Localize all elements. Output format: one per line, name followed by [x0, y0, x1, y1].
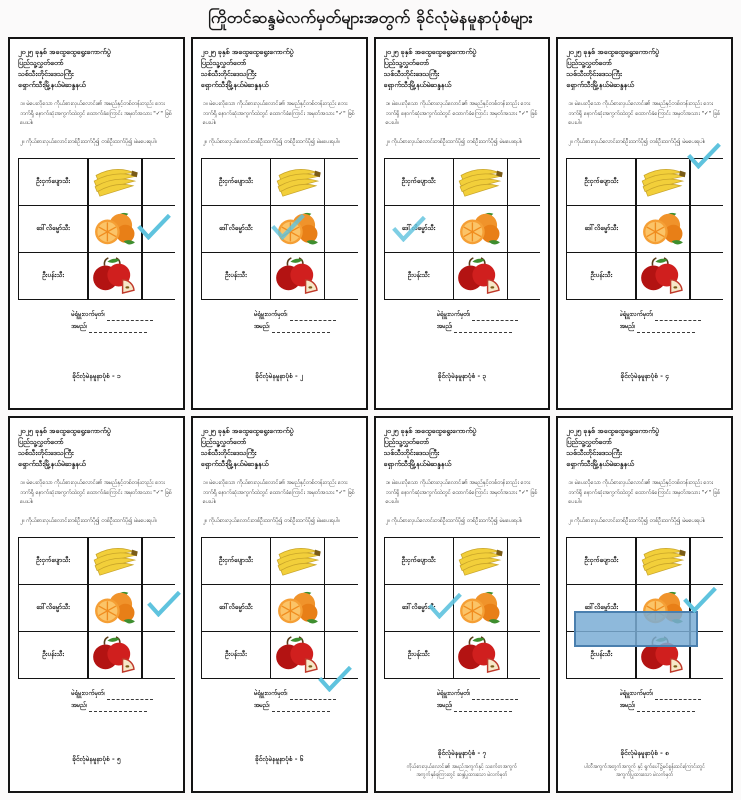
region-line: သစ်သီးတိုင်းဒေသကြီး	[566, 70, 622, 78]
instruction-2: ၂။ ကိုယ်စားလှယ်လောင်းတစ်ဦးထက်ပို၍ တစ်ဦးထက်ပို၍ မဲမပေးရပါ။	[20, 518, 157, 524]
ballot-sample-card	[8, 37, 185, 410]
election-header	[18, 426, 175, 471]
symbol-cell-banana	[89, 538, 142, 584]
ballot-table-wrap	[384, 158, 541, 300]
ink-rectangle	[574, 611, 698, 647]
election-header	[201, 426, 358, 471]
candidate-name-apple: ဦးပန်းသီး	[385, 253, 453, 299]
officer-name-line	[272, 704, 330, 712]
card-note	[384, 763, 541, 779]
candidate-name-orange: ဒေါ်လိမ္မော်သီး	[202, 585, 270, 631]
officer-name-label: အမည်၊	[436, 701, 453, 709]
symbol-cell-banana	[454, 538, 507, 584]
banana-image	[639, 164, 687, 200]
symbol-cell-apple	[454, 253, 507, 299]
banana-image	[274, 543, 322, 579]
mark-cell-apple	[691, 253, 725, 299]
mark-cell-apple	[508, 632, 542, 678]
officer-name-label: အမည်၊	[71, 701, 87, 709]
signature-block	[201, 688, 358, 712]
officer-name-row	[71, 700, 174, 712]
officer-signature-row	[254, 309, 357, 321]
ballot-table-wrap	[18, 537, 175, 679]
election-year-line: ၂၀၂၅ ခုနှစ် အထွေထွေရွေးကောက်ပွဲ	[200, 427, 294, 435]
banana-image	[91, 164, 139, 200]
symbol-cell-apple	[454, 632, 507, 678]
ballot-table-wrap	[384, 537, 541, 679]
candidate-name-orange: ဒေါ်လိမ္မော်သီး	[202, 206, 270, 252]
mark-cell-apple	[325, 253, 359, 299]
region-line: သစ်သီးတိုင်းဒေသကြီး	[566, 449, 622, 457]
symbol-cell-orange	[637, 206, 690, 252]
mark-cell-apple	[508, 253, 542, 299]
signature-block	[384, 688, 541, 712]
ballot-table	[18, 537, 175, 679]
officer-signature-row	[437, 309, 540, 321]
ballot-table	[384, 158, 541, 300]
officer-name-line	[89, 325, 147, 333]
banana-image	[456, 164, 504, 200]
candidate-name-banana: ဦးငှက်ပျောသီး	[567, 159, 635, 205]
officer-name-line	[272, 325, 330, 333]
election-year-line: ၂၀၂၅ ခုနှစ် အထွေထွေရွေးကောက်ပွဲ	[383, 427, 477, 435]
sample-number-label: ခိုင်လုံမဲနမူနာပုံစံ - ၇	[437, 749, 487, 757]
officer-signature-label: မဲရုံမှူးလက်မှတ်၊	[619, 689, 654, 697]
instruction-1: ၁။ မဲပေးလိုသော ကိုယ်စားလှယ်လောင်း၏ အမည်နှင့်တစ်တန်းတည်း ဘေးဘက်ရှိ နောက်ဆုံးအကွက်ထဲတွင် ထောက်ခံကြောင်း အမှတ်အသား "✓" ခြစ်ပေးပါ။	[568, 101, 721, 126]
constituency-line: ရှောက်သီးမြို့နယ်မဲဆန္ဒနယ်	[200, 81, 269, 89]
candidate-name-banana: ဦးငှက်ပျောသီး	[385, 159, 453, 205]
region-line: သစ်သီးတိုင်းဒေသကြီး	[18, 70, 74, 78]
mark-cell-banana	[508, 159, 542, 205]
officer-name-label: အမည်၊	[254, 701, 270, 709]
ballot-table	[566, 158, 723, 300]
officer-signature-row	[620, 309, 723, 321]
mark-cell-orange	[508, 585, 542, 631]
instruction-2: ၂။ ကိုယ်စားလှယ်လောင်းတစ်ဦးထက်ပို၍ တစ်ဦးထက်ပို၍ မဲမပေးရပါ။	[568, 139, 706, 145]
apple-image	[639, 257, 687, 295]
ballot-sample-card	[191, 416, 368, 793]
orange-image	[274, 589, 322, 627]
ballot-sample-card	[556, 37, 733, 410]
candidate-name-apple: ဦးပန်းသီး	[202, 632, 270, 678]
mark-cell-apple	[143, 632, 177, 678]
instruction-1: ၁။ မဲပေးလိုသော ကိုယ်စားလှယ်လောင်း၏ အမည်နှင့်တစ်တန်းတည်း ဘေးဘက်ရှိ နောက်ဆုံးအကွက်ထဲတွင် ထောက်ခံကြောင်း အမှတ်အသား "✓" ခြစ်ပေးပါ။	[385, 101, 538, 126]
symbol-cell-orange	[454, 585, 507, 631]
candidate-name-orange: ဒေါ်လိမ္မော်သီး	[19, 585, 87, 631]
candidate-name-orange: ဒေါ်လိမ္မော်သီး	[567, 585, 635, 631]
constituency-line: ရှောက်သီးမြို့နယ်မဲဆန္ဒနယ်	[566, 81, 634, 89]
apple-image	[456, 257, 504, 295]
mark-cell-apple	[325, 632, 359, 678]
constituency-line: ရှောက်သီးမြို့နယ်မဲဆန္ဒနယ်	[566, 460, 634, 468]
election-year-line: ၂၀၂၅ ခုနှစ် အထွေထွေရွေးကောက်ပွဲ	[18, 427, 111, 435]
ballot-sample-card	[374, 416, 551, 793]
sample-number-label: ခိုင်လုံမဲနမူနာပုံစံ - ၃	[437, 372, 487, 380]
officer-name-line	[454, 704, 512, 712]
election-header	[18, 47, 175, 92]
officer-signature-label: မဲရုံမှူးလက်မှတ်၊	[71, 310, 105, 318]
candidate-name-orange: ဒေါ်လိမ္မော်သီး	[385, 585, 453, 631]
officer-signature-line	[290, 313, 336, 321]
officer-signature-label: မဲရုံမှူးလက်မှတ်၊	[436, 689, 471, 697]
election-year-line: ၂၀၂၅ ခုနှစ် အထွေထွေရွေးကောက်ပွဲ	[566, 48, 660, 56]
officer-name-label: အမည်၊	[619, 322, 636, 330]
banana-image	[456, 543, 504, 579]
instruction-2: ၂။ ကိုယ်စားလှယ်လောင်းတစ်ဦးထက်ပို၍ တစ်ဦးထက်ပို၍ မဲမပေးရပါ။	[202, 139, 340, 145]
officer-signature-line	[107, 692, 153, 700]
region-line: သစ်သီးတိုင်းဒေသကြီး	[200, 449, 257, 457]
page-title: ကြိုတင်ဆန္ဒမဲလက်မှတ်များအတွက် ခိုင်လုံမဲနမူနာပုံစံများ	[208, 8, 533, 27]
card-note-line-1: ကိုယ်စားလှယ်လောင်း၏ အမည်အကွက်နှင့် သင်္ကေတအကွက်	[406, 764, 517, 770]
sample-number-label: ခိုင်လုံမဲနမူနာပုံစံ - ၂	[255, 372, 304, 380]
election-header	[566, 47, 723, 92]
ballot-table-wrap	[566, 537, 723, 679]
candidate-name-orange: ဒေါ်လိမ္မော်သီး	[567, 206, 635, 252]
candidate-name-apple: ဦးပန်းသီး	[202, 253, 270, 299]
ballot-sample-card	[8, 416, 185, 793]
election-header	[566, 426, 723, 471]
candidate-name-orange: ဒေါ်လိမ္မော်သီး	[385, 206, 453, 252]
officer-signature-line	[472, 692, 518, 700]
symbol-cell-orange	[89, 206, 142, 252]
constituency-line: ရှောက်သီးမြို့နယ်မဲဆန္ဒနယ်	[18, 460, 86, 468]
sample-number-label: ခိုင်လုံမဲနမူနာပုံစံ - ၄	[620, 372, 669, 380]
officer-signature-row	[71, 688, 174, 700]
symbol-cell-banana	[271, 538, 324, 584]
region-line: သစ်သီးတိုင်းဒေသကြီး	[383, 70, 439, 78]
region-line: သစ်သီးတိုင်းဒေသကြီး	[18, 449, 74, 457]
card-note-line-1: ပါတီအကွက်အတွက်အကွက် နှင့် ရွက်ပေါ်၌မင်စွန်းထင်ကြောင်းတွင်	[584, 764, 706, 770]
ballot-table	[566, 537, 723, 679]
signature-block	[18, 309, 175, 333]
mark-cell-apple	[143, 253, 177, 299]
constituency-line: ရှောက်သီးမြို့နယ်မဲဆန္ဒနယ်	[383, 81, 452, 89]
instruction-1: ၁။ မဲပေးလိုသော ကိုယ်စားလှယ်လောင်း၏ အမည်နှင့်တစ်တန်းတည်း ဘေးဘက်ရှိ နောက်ဆုံးအကွက်ထဲတွင် ထောက်ခံကြောင်း အမှတ်အသား "✓" ခြစ်ပေးပါ။	[202, 101, 355, 126]
hluttaw-line: ပြည်သူ့လွှတ်တော်	[566, 438, 612, 446]
officer-signature-row	[620, 688, 723, 700]
ballot-table-wrap	[201, 537, 358, 679]
instruction-1: ၁။ မဲပေးလိုသော ကိုယ်စားလှယ်လောင်း၏ အမည်နှင့်တစ်တန်းတည်း ဘေးဘက်ရှိ နောက်ဆုံးအကွက်ထဲတွင် ထောက်ခံကြောင်း အမှတ်အသား "✓" ခြစ်ပေးပါ။	[20, 101, 172, 126]
election-header	[384, 47, 541, 92]
orange-image	[91, 210, 139, 248]
election-year-line: ၂၀၂၅ ခုနှစ် အထွေထွေရွေးကောက်ပွဲ	[200, 48, 294, 56]
sample-number-label: ခိုင်လုံမဲနမူနာပုံစံ - ၈	[620, 749, 669, 757]
region-line: သစ်သီးတိုင်းဒေသကြီး	[200, 70, 257, 78]
instruction-2: ၂။ ကိုယ်စားလှယ်လောင်းတစ်ဦးထက်ပို၍ တစ်ဦးထက်ပို၍ မဲမပေးရပါ။	[385, 139, 523, 145]
officer-signature-line	[472, 313, 518, 321]
mark-cell-banana	[325, 159, 359, 205]
officer-signature-label: မဲရုံမှူးလက်မှတ်၊	[71, 689, 105, 697]
mark-cell-orange	[143, 206, 177, 252]
hluttaw-line: ပြည်သူ့လွှတ်တော်	[18, 438, 64, 446]
candidate-name-apple: ဦးပန်းသီး	[385, 632, 453, 678]
officer-name-label: အမည်၊	[71, 322, 87, 330]
hluttaw-line: ပြည်သူ့လွှတ်တော်	[200, 438, 247, 446]
sample-number-label: ခိုင်လုံမဲနမူနာပုံစံ - ၆	[254, 755, 304, 763]
banana-image	[274, 164, 322, 200]
symbol-cell-orange	[454, 206, 507, 252]
mark-cell-orange	[508, 206, 542, 252]
cards-grid	[8, 37, 733, 793]
ballot-table-wrap	[566, 158, 723, 300]
ballot-sample-card	[191, 37, 368, 410]
apple-image	[91, 636, 139, 674]
officer-name-row	[254, 321, 357, 333]
candidate-name-banana: ဦးငှက်ပျောသီး	[19, 159, 87, 205]
symbol-cell-banana	[89, 159, 142, 205]
mark-cell-banana	[143, 159, 177, 205]
mark-cell-banana	[325, 538, 359, 584]
election-header	[384, 426, 541, 471]
symbol-cell-banana	[454, 159, 507, 205]
mark-cell-orange	[325, 206, 359, 252]
instruction-2: ၂။ ကိုယ်စားလှယ်လောင်းတစ်ဦးထက်ပို၍ တစ်ဦးထက်ပို၍ မဲမပေးရပါ။	[202, 518, 340, 524]
apple-image	[274, 636, 322, 674]
instruction-2: ၂။ ကိုယ်စားလှယ်လောင်းတစ်ဦးထက်ပို၍ တစ်ဦးထက်ပို၍ မဲမပေးရပါ။	[20, 139, 157, 145]
officer-signature-line	[107, 313, 153, 321]
mark-cell-banana	[508, 538, 542, 584]
officer-name-row	[620, 700, 723, 712]
officer-signature-row	[71, 309, 174, 321]
symbol-cell-apple	[271, 253, 324, 299]
mark-cell-orange	[325, 585, 359, 631]
mark-cell-orange	[143, 585, 177, 631]
candidate-name-banana: ဦးငှက်ပျောသီး	[567, 538, 635, 584]
election-header	[201, 47, 358, 92]
officer-signature-label: မဲရုံမှူးလက်မှတ်၊	[254, 689, 288, 697]
apple-image	[456, 636, 504, 674]
signature-block	[384, 309, 541, 333]
card-note	[566, 763, 723, 779]
instruction-2: ၂။ ကိုယ်စားလှယ်လောင်းတစ်ဦးထက်ပို၍ တစ်ဦးထက်ပို၍ မဲမပေးရပါ။	[568, 518, 706, 524]
banana-image	[91, 543, 139, 579]
election-year-line: ၂၀၂၅ ခုနှစ် အထွေထွေရွေးကောက်ပွဲ	[18, 48, 111, 56]
instruction-1: ၁။ မဲပေးလိုသော ကိုယ်စားလှယ်လောင်း၏ အမည်နှင့်တစ်တန်းတည်း ဘေးဘက်ရှိ နောက်ဆုံးအကွက်ထဲတွင် ထောက်ခံကြောင်း အမှတ်အသား "✓" ခြစ်ပေးပါ။	[202, 480, 355, 505]
candidate-name-apple: ဦးပန်းသီး	[19, 632, 87, 678]
symbol-cell-apple	[637, 253, 690, 299]
symbol-cell-banana	[271, 159, 324, 205]
ballot-sample-card	[556, 416, 733, 793]
sample-number-label: ခိုင်လုံမဲနမူနာပုံစံ - ၅	[72, 755, 121, 763]
officer-signature-line	[655, 313, 701, 321]
symbol-cell-apple	[89, 632, 142, 678]
symbol-cell-orange	[271, 206, 324, 252]
officer-signature-row	[254, 688, 357, 700]
ballot-table-wrap	[18, 158, 175, 300]
hluttaw-line: ပြည်သူ့လွှတ်တော်	[200, 59, 247, 67]
officer-name-row	[254, 700, 357, 712]
officer-name-row	[437, 700, 540, 712]
candidate-name-banana: ဦးငှက်ပျောသီး	[19, 538, 87, 584]
instruction-1: ၁။ မဲပေးလိုသော ကိုယ်စားလှယ်လောင်း၏ အမည်နှင့်တစ်တန်းတည်း ဘေးဘက်ရှိ နောက်ဆုံးအကွက်ထဲတွင် ထောက်ခံကြောင်း အမှတ်အသား "✓" ခြစ်ပေးပါ။	[568, 480, 721, 505]
orange-image	[456, 210, 504, 248]
symbol-cell-orange	[271, 585, 324, 631]
mark-cell-banana	[691, 159, 725, 205]
apple-image	[91, 257, 139, 295]
ballot-table	[201, 537, 358, 679]
officer-signature-line	[290, 692, 336, 700]
officer-name-line	[89, 704, 147, 712]
symbol-cell-banana	[637, 159, 690, 205]
constituency-line: ရှောက်သီးမြို့နယ်မဲဆန္ဒနယ်	[18, 81, 86, 89]
constituency-line: ရှောက်သီးမြို့နယ်မဲဆန္ဒနယ်	[383, 460, 452, 468]
election-year-line: ၂၀၂၅ ခုနှစ် အထွေထွေရွေးကောက်ပွဲ	[383, 48, 477, 56]
instruction-1: ၁။ မဲပေးလိုသော ကိုယ်စားလှယ်လောင်း၏ အမည်နှင့်တစ်တန်းတည်း ဘေးဘက်ရှိ နောက်ဆုံးအကွက်ထဲတွင် ထောက်ခံကြောင်း အမှတ်အသား "✓" ခြစ်ပေးပါ။	[385, 480, 538, 505]
candidate-name-apple: ဦးပန်းသီး	[19, 253, 87, 299]
instruction-2: ၂။ ကိုယ်စားလှယ်လောင်းတစ်ဦးထက်ပို၍ တစ်ဦးထက်ပို၍ မဲမပေးရပါ။	[385, 518, 523, 524]
symbol-cell-banana	[637, 538, 690, 584]
election-year-line: ၂၀၂၅ ခုနှစ် အထွေထွေရွေးကောက်ပွဲ	[566, 427, 660, 435]
symbol-cell-apple	[271, 632, 324, 678]
officer-name-line	[637, 704, 695, 712]
candidate-name-banana: ဦးငှက်ပျောသီး	[385, 538, 453, 584]
officer-signature-label: မဲရုံမှူးလက်မှတ်၊	[254, 310, 288, 318]
banana-image	[639, 543, 687, 579]
ballot-table	[201, 158, 358, 300]
officer-name-label: အမည်၊	[436, 322, 453, 330]
officer-name-row	[437, 321, 540, 333]
officer-name-row	[71, 321, 174, 333]
orange-image	[91, 589, 139, 627]
officer-name-row	[620, 321, 723, 333]
sample-number-label: ခိုင်လုံမဲနမူနာပုံစံ - ၁	[72, 372, 121, 380]
candidate-name-banana: ဦးငှက်ပျောသီး	[202, 538, 270, 584]
officer-name-line	[637, 325, 695, 333]
hluttaw-line: ပြည်သူ့လွှတ်တော်	[18, 59, 64, 67]
orange-image	[639, 210, 687, 248]
candidate-name-apple: ဦးပန်းသီး	[567, 632, 635, 678]
hluttaw-line: ပြည်သူ့လွှတ်တော်	[566, 59, 612, 67]
card-note-line-2: အကွက်ပြုထားသော မဲလက်မှတ်	[615, 772, 674, 778]
signature-block	[18, 688, 175, 712]
officer-signature-label: မဲရုံမှူးလက်မှတ်၊	[619, 310, 654, 318]
signature-block	[566, 688, 723, 712]
card-note-line-2: အကွက်နှစ်ခုကြားတွင် ဆန္ဒပြုထားသော မဲလက်မှတ်	[416, 772, 508, 778]
officer-signature-line	[655, 692, 701, 700]
mark-cell-orange	[691, 206, 725, 252]
candidate-name-orange: ဒေါ်လိမ္မော်သီး	[19, 206, 87, 252]
ballot-sample-card	[374, 37, 551, 410]
signature-block	[201, 309, 358, 333]
officer-signature-label: မဲရုံမှူးလက်မှတ်၊	[436, 310, 471, 318]
officer-name-line	[454, 325, 512, 333]
symbol-cell-apple	[89, 253, 142, 299]
symbol-cell-orange	[89, 585, 142, 631]
ballot-table-wrap	[201, 158, 358, 300]
signature-block	[566, 309, 723, 333]
mark-cell-banana	[691, 538, 725, 584]
officer-name-label: အမည်၊	[619, 701, 636, 709]
instruction-1: ၁။ မဲပေးလိုသော ကိုယ်စားလှယ်လောင်း၏ အမည်နှင့်တစ်တန်းတည်း ဘေးဘက်ရှိ နောက်ဆုံးအကွက်ထဲတွင် ထောက်ခံကြောင်း အမှတ်အသား "✓" ခြစ်ပေးပါ။	[20, 480, 172, 505]
region-line: သစ်သီးတိုင်းဒေသကြီး	[383, 449, 439, 457]
orange-image	[274, 210, 322, 248]
orange-image	[456, 589, 504, 627]
mark-cell-banana	[143, 538, 177, 584]
ballot-table	[384, 537, 541, 679]
ballot-table	[18, 158, 175, 300]
apple-image	[274, 257, 322, 295]
constituency-line: ရှောက်သီးမြို့နယ်မဲဆန္ဒနယ်	[200, 460, 269, 468]
hluttaw-line: ပြည်သူ့လွှတ်တော်	[383, 438, 430, 446]
hluttaw-line: ပြည်သူ့လွှတ်တော်	[383, 59, 430, 67]
officer-name-label: အမည်၊	[254, 322, 270, 330]
candidate-name-apple: ဦးပန်းသီး	[567, 253, 635, 299]
officer-signature-row	[437, 688, 540, 700]
candidate-name-banana: ဦးငှက်ပျောသီး	[202, 159, 270, 205]
